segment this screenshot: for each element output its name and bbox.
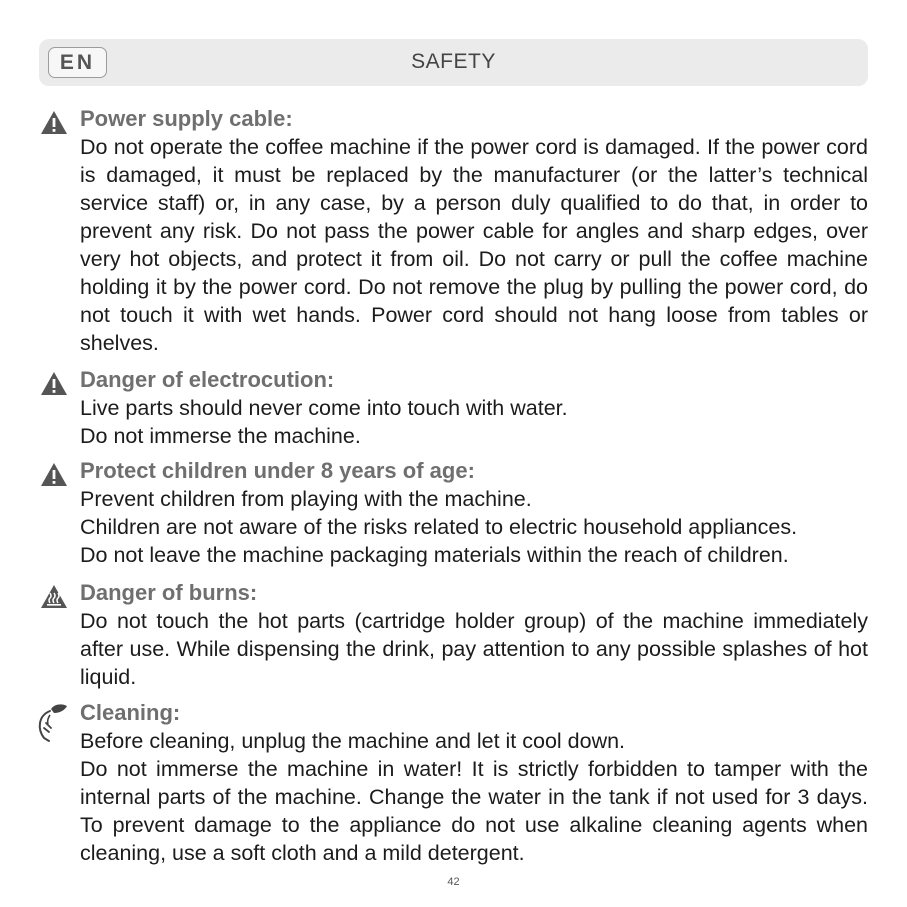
- section-paragraph: Live parts should never come into touch with water.: [80, 396, 568, 420]
- section-title: Danger of burns:: [80, 580, 258, 605]
- section-title: Cleaning:: [80, 700, 181, 725]
- section-paragraph: Prevent children from playing with the machine.: [80, 487, 532, 511]
- section-header-title: SAFETY: [411, 50, 496, 73]
- hot-surface-warning-icon: [39, 582, 69, 612]
- section-title: Protect children under 8 years of age:: [80, 458, 475, 483]
- warning-triangle-icon: [39, 108, 69, 138]
- electrocution-section: [80, 366, 868, 450]
- warning-triangle-icon: [39, 369, 69, 399]
- burns-section: [80, 579, 868, 691]
- section-paragraph: Do not operate the coffee machine if the power cord is damaged. If the power cord is damaged, it must be replaced by the manufacturer (or the latter’s technical service staff) or, in any case, by a person duly qualified to do that, in order to prevent any risk. Do not pass the power cable for angles and sharp edges, over very hot objects, and protect it from oil. Do not carry or pull the coffee machine holding it by the power cord. Do not remove the plug by pulling the power cord, do not touch it with wet hands. Power cord should not hang loose from tables or shelves.: [80, 135, 868, 355]
- section-paragraph: Do not touch the hot parts (cartridge holder group) of the machine immediately after use. While dispensing the drink, pay attention to any possible splashes of hot liquid.: [80, 609, 868, 689]
- section-paragraph: Do not leave the machine packaging materials within the reach of children.: [80, 543, 789, 567]
- page-number: 42: [447, 876, 460, 888]
- section-paragraph: Children are not aware of the risks related to electric household appliances.: [80, 515, 798, 539]
- section-title: Danger of electrocution:: [80, 367, 335, 392]
- page-header: [39, 39, 868, 86]
- cleaning-hand-icon: [37, 701, 69, 743]
- cleaning-section: [80, 699, 868, 867]
- section-paragraph: Before cleaning, unplug the machine and let it cool down.: [80, 729, 626, 753]
- warning-triangle-icon: [39, 460, 69, 490]
- children-section: [80, 457, 868, 569]
- power-supply-section: [80, 105, 868, 357]
- section-title: Power supply cable:: [80, 106, 293, 131]
- language-badge: EN: [48, 47, 107, 78]
- section-paragraph: Do not immerse the machine in water! It is strictly forbidden to tamper with the internal parts of the machine. Change the water in the tank if not used for 3 days. To prevent damage to the appliance do not use alkaline cleaning agents when cleaning, use a soft cloth and a mild detergent.: [80, 757, 868, 865]
- section-paragraph: Do not immerse the machine.: [80, 424, 361, 448]
